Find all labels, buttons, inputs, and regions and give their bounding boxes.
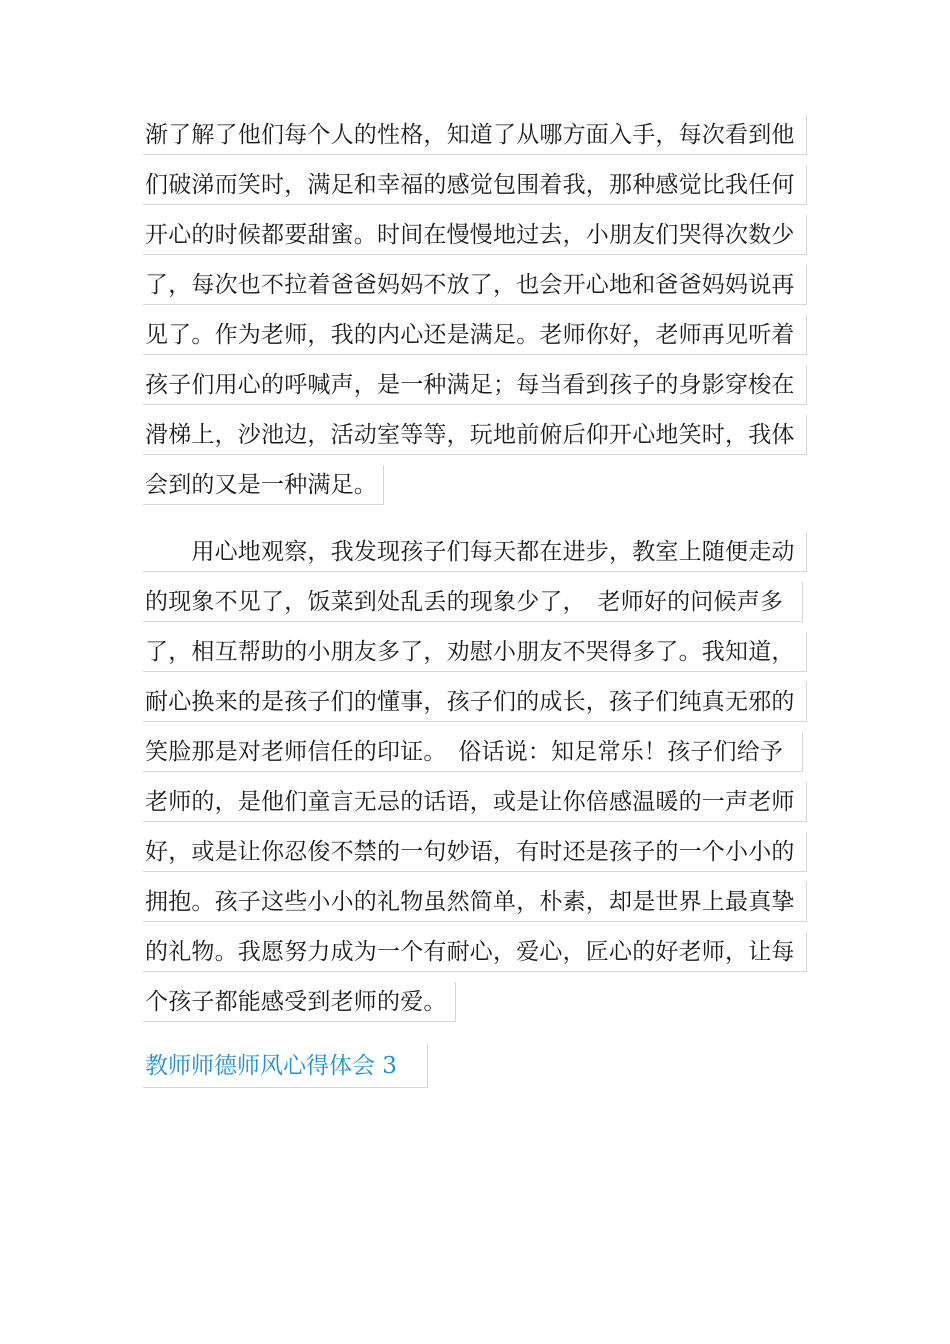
paragraph-2-line-2: 的现象不见了，饭菜到处乱丢的现象少了， 老师好的问候声多 <box>143 582 803 622</box>
paragraph-2-line-6: 老师的，是他们童言无忌的话语，或是让你倍感温暖的一声老师 <box>143 782 807 822</box>
paragraph-1-line-2: 们破涕而笑时，满足和幸福的感觉包围着我，那种感觉比我任何 <box>143 165 807 205</box>
paragraph-1-line-8: 会到的又是一种满足。 <box>143 465 384 505</box>
paragraph-2-line-10: 个孩子都能感受到老师的爱。 <box>143 982 456 1022</box>
paragraph-2-line-4: 耐心换来的是孩子们的懂事，孩子们的成长，孩子们纯真无邪的 <box>143 682 807 722</box>
paragraph-2-line-9: 的礼物。我愿努力成为一个有耐心，爱心，匠心的好老师，让每 <box>143 932 807 972</box>
paragraph-2-line-3: 了，相互帮助的小朋友多了，劝慰小朋友不哭得多了。我知道， <box>143 632 807 672</box>
paragraph-2-line-1: 用心地观察，我发现孩子们每天都在进步，教室上随便走动 <box>143 532 807 572</box>
paragraph-1-line-5: 见了。作为老师，我的内心还是满足。老师你好，老师再见听着 <box>143 315 807 355</box>
paragraph-1-line-4: 了，每次也不拉着爸爸妈妈不放了，也会开心地和爸爸妈妈说再 <box>143 265 807 305</box>
paragraph-2-line-8: 拥抱。孩子这些小小的礼物虽然简单，朴素，却是世界上最真挚 <box>143 882 807 922</box>
paragraph-1-line-1: 渐了解了他们每个人的性格，知道了从哪方面入手，每次看到他 <box>143 115 807 155</box>
paragraph-1-line-3: 开心的时候都要甜蜜。时间在慢慢地过去，小朋友们哭得次数少 <box>143 215 807 255</box>
paragraph-1-line-6: 孩子们用心的呼喊声，是一种满足；每当看到孩子的身影穿梭在 <box>143 365 807 405</box>
paragraph-1-line-7: 滑梯上，沙池边，活动室等等，玩地前俯后仰开心地笑时，我体 <box>143 415 807 455</box>
section-heading: 教师师德师风心得体会 3 <box>143 1044 428 1088</box>
paragraph-2-line-5: 笑脸那是对老师信任的印证。 俗话说：知足常乐！孩子们给予 <box>143 732 803 772</box>
paragraph-2-line-7: 好，或是让你忍俊不禁的一句妙语，有时还是孩子的一个小小的 <box>143 832 807 872</box>
